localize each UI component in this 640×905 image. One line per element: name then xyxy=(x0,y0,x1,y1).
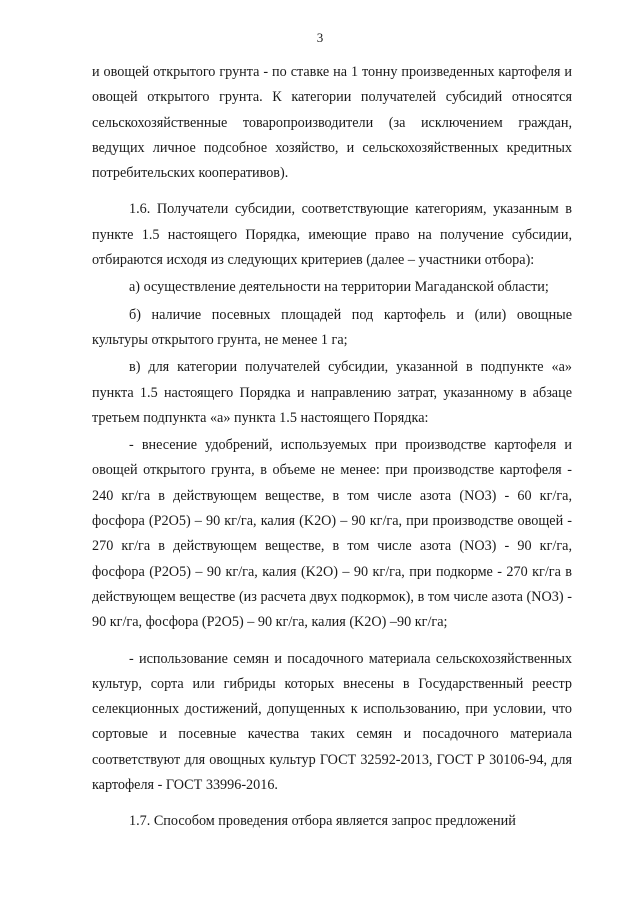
paragraph-fertilizers: - внесение удобрений, используемых при производстве картофеля и овощей открытого грунта, в объеме не менее: при производстве картофеля - 240 кг/га в действующем веществе, в том числе азота (NO3) - 60 кг/га, фосфора (P2O5) – 90 кг/га, калия (K2O) – 90 кг/га, при производстве овощей - 270 кг/га в действующем веществе, в том числе азота (NO3) - 90 кг/га, фосфора (P2O5) – 90 кг/га, калия (K2O) – 90 кг/га, при подкорме - 270 кг/га в действующем веществе (из расчета двух подкормок), в том числе азота (NO3) - 90 кг/га, фосфора (P2O5) – 90 кг/га, калия (K2O) –90 кг/га; xyxy=(92,437,572,631)
paragraph-criterion-b: б) наличие посевных площадей под картофель и (или) овощные культуры открытого грунта, не менее 1 га; xyxy=(92,306,572,348)
document-body xyxy=(92,60,572,835)
paragraph-seeds: - использование семян и посадочного материала сельскохозяйственных культур, сорта или гибриды которых внесены в Государственный реестр селекционных достижений, допущенных к использованию, при условии, что сортовые и посевные качества таких семян и посадочного материала соответствуют для овощных культур ГОСТ 32592-2013, ГОСТ Р 30106-94, для картофеля - ГОСТ 33996-2016. xyxy=(92,650,572,794)
paragraph-1-6: 1.6. Получатели субсидии, соответствующие категориям, указанным в пункте 1.5 настоящего Порядка, имеющие право на получение субсидии, отбираются исходя из следующих критериев (далее – участники отбора): xyxy=(92,201,572,269)
paragraph-1-7: 1.7. Способом проведения отбора является запрос предложений xyxy=(129,813,516,830)
page-number: 3 xyxy=(316,30,324,45)
paragraph-criterion-v: в) для категории получателей субсидии, указанной в подпункте «а» пункта 1.5 настоящего Порядка и направлению затрат, указанному в абзаце третьем подпункта «а» пункта 1.5 настоящего Порядка: xyxy=(92,359,572,426)
paragraph-criterion-a: а) осуществление деятельности на территории Магаданской области; xyxy=(129,279,549,296)
paragraph-continuation: и овощей открытого грунта - по ставке на 1 тонну произведенных картофеля и овощей открытого грунта. К категории получателей субсидий относятся сельскохозяйственные товаропроизводители (за исключением граждан, ведущих личное подсобное хозяйство, и сельскохозяйственных кредитных потребительских кооперативов). xyxy=(92,64,572,182)
